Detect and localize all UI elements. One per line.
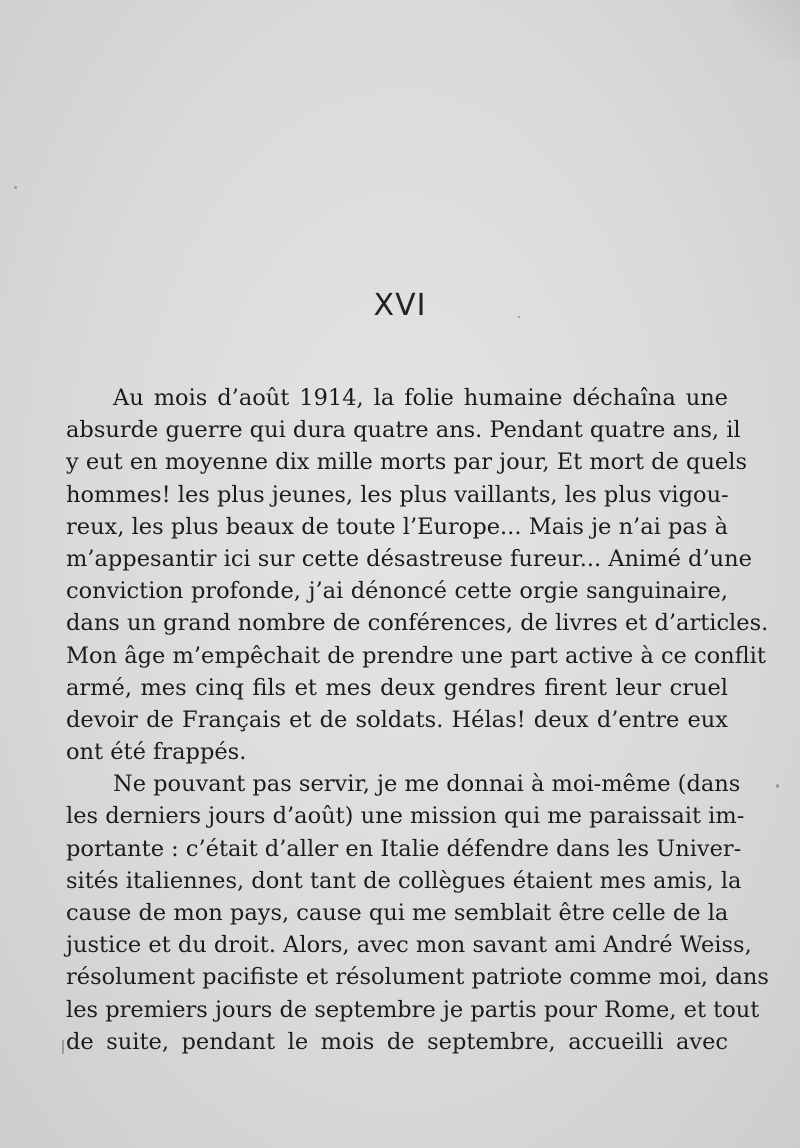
- text-line: les derniers jours d’août) une mission qui me paraissait im-: [66, 803, 745, 830]
- text-line: devoir de Français et de soldats. Hélas! deux d’entre eux: [66, 706, 728, 733]
- paper-speck: [62, 1040, 64, 1054]
- text-line: résolument pacifiste et résolument patriote comme moi, dans: [66, 964, 769, 991]
- text-line: sités italiennes, dont tant de collègues étaient mes amis, la: [66, 867, 742, 894]
- text-line: de suite, pendant le mois de septembre, accueilli avec: [66, 1028, 728, 1055]
- text-line: les premiers jours de septembre je partis pour Rome, et tout: [66, 996, 760, 1023]
- chapter-heading: XVI: [373, 288, 427, 323]
- text-line: hommes! les plus jeunes, les plus vaillants, les plus vigou-: [66, 481, 729, 508]
- text-line: ont été frappés.: [66, 739, 247, 766]
- text-line: Ne pouvant pas servir, je me donnai à moi-même (dans: [113, 771, 741, 798]
- paper-speck: [518, 316, 520, 318]
- text-line: dans un grand nombre de conférences, de livres et d’articles.: [66, 610, 769, 637]
- paper-speck: [14, 186, 17, 189]
- text-line: Mon âge m’empêchait de prendre une part active à ce conflit: [66, 642, 766, 669]
- text-line: Au mois d’août 1914, la folie humaine déchaîna une: [113, 385, 728, 411]
- paper-speck: [776, 784, 779, 788]
- page-corner-shadow: [730, 0, 800, 60]
- text-line: y eut en moyenne dix mille morts par jour, Et mort de quels: [66, 449, 747, 476]
- text-line: reux, les plus beaux de toute l’Europe... Mais je n’ai pas à: [66, 513, 728, 540]
- text-line: armé, mes cinq fils et mes deux gendres firent leur cruel: [66, 674, 728, 701]
- text-line: cause de mon pays, cause qui me semblait être celle de la: [66, 900, 729, 926]
- text-line: m’appesantir ici sur cette désastreuse fureur... Animé d’une: [66, 545, 752, 572]
- text-line: portante : c’était d’aller en Italie défendre dans les Univer-: [66, 835, 742, 862]
- text-line: absurde guerre qui dura quatre ans. Pendant quatre ans, il: [66, 417, 741, 444]
- text-line: conviction profonde, j’ai dénoncé cette orgie sanguinaire,: [66, 578, 728, 605]
- text-line: justice et du droit. Alors, avec mon savant ami André Weiss,: [66, 932, 752, 959]
- body-text: [66, 382, 769, 1058]
